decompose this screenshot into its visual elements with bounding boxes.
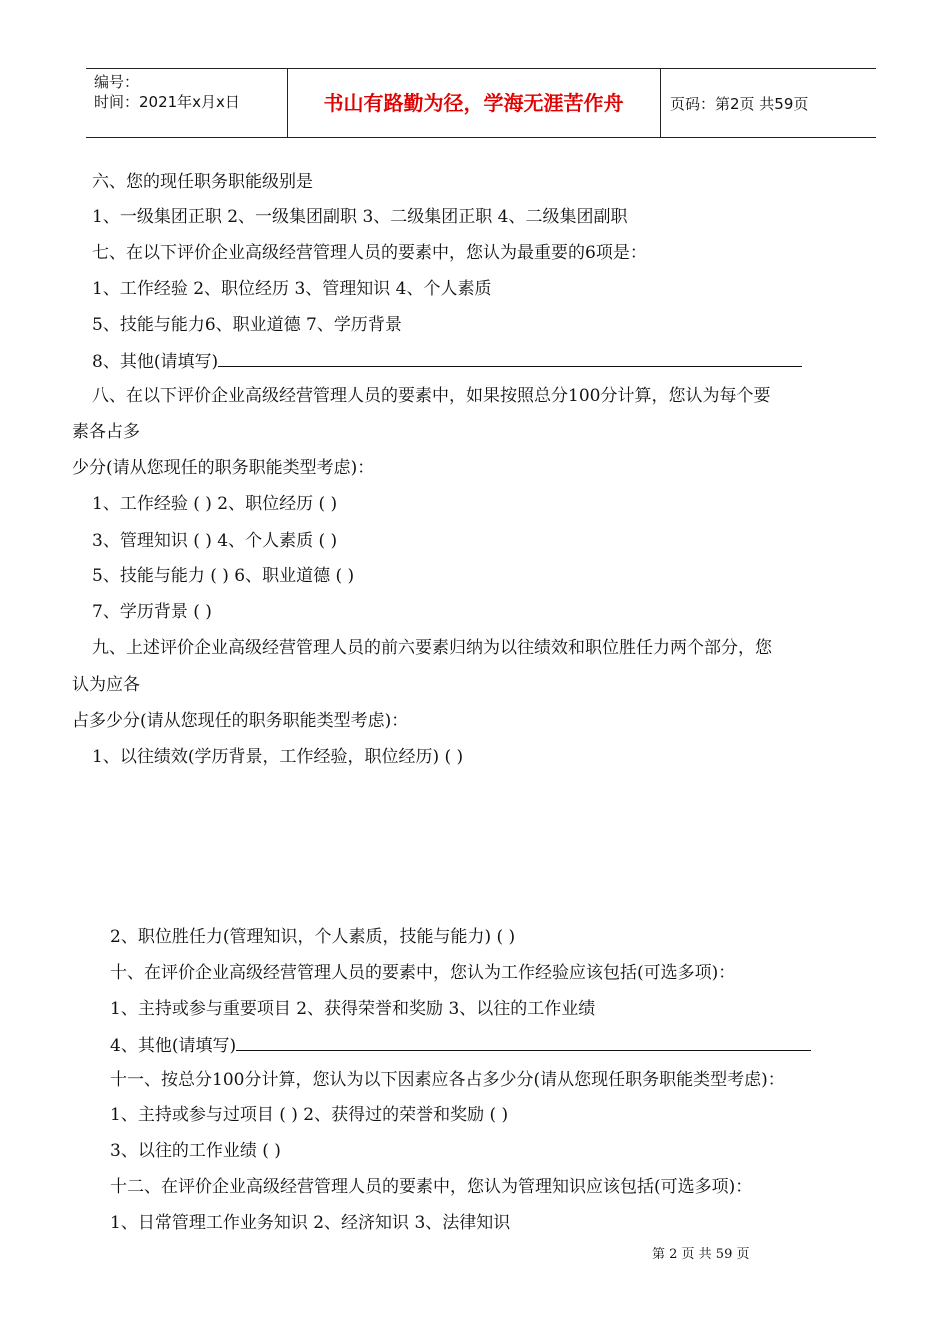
- question-8-title: 八、在以下评价企业高级经营管理人员的要素中，如果按照总分100分计算，您认为每个要: [92, 386, 771, 406]
- other-label: 8、其他(请填写): [92, 352, 219, 372]
- question-12-options: 1、日常管理工作业务知识 2、经济知识 3、法律知识: [110, 1213, 511, 1233]
- question-9-row-1: 1、以往绩效(学历背景，工作经验，职位经历) ( ): [92, 747, 464, 767]
- header-motto: 书山有路勤为径，学海无涯苦作舟: [323, 91, 624, 115]
- fill-in-blank[interactable]: [218, 348, 802, 367]
- question-9-title-cont: 认为应各: [72, 675, 140, 695]
- question-6-options: 1、一级集团正职 2、一级集团副职 3、二级集团正职 4、二级集团副职: [92, 207, 628, 227]
- header-divider: [660, 69, 661, 137]
- question-7-title: 七、在以下评价企业高级经营管理人员的要素中，您认为最重要的6项是：: [92, 243, 647, 263]
- question-7-other: [92, 348, 802, 374]
- question-8-title-cont: 素各占多: [72, 422, 140, 442]
- fill-in-blank[interactable]: [236, 1032, 811, 1051]
- question-9-title: 九、上述评价企业高级经营管理人员的前六要素归纳为以往绩效和职位胜任力两个部分，您: [92, 638, 772, 658]
- question-8-row-2: 3、管理知识 ( ) 4、个人素质 ( ): [92, 531, 338, 551]
- question-11-title: 十一、按总分100分计算，您认为以下因素应各占多少分(请从您现任职务职能类型考虑)：: [110, 1070, 785, 1090]
- question-7-options-2: 5、技能与能力6、职业道德 7、学历背景: [92, 315, 402, 335]
- question-7-options-1: 1、工作经验 2、职位经历 3、管理知识 4、个人素质: [92, 279, 492, 299]
- question-11-row-2: 3、以往的工作业绩 ( ): [110, 1141, 281, 1161]
- question-8-title-cont: 少分(请从您现任的职务职能类型考虑)：: [72, 458, 375, 478]
- question-10-other: [110, 1032, 811, 1058]
- question-6-title: 六、您的现任职务职能级别是: [92, 172, 313, 192]
- serial-label: 编号：: [94, 73, 140, 91]
- other-label: 4、其他(请填写): [110, 1036, 237, 1056]
- time-label: 时间：2021年x月x日: [94, 93, 240, 111]
- question-12-title: 十二、在评价企业高级经营管理人员的要素中，您认为管理知识应该包括(可选多项)：: [110, 1177, 753, 1197]
- page-header: [86, 68, 876, 138]
- question-11-row-1: 1、主持或参与过项目 ( ) 2、获得过的荣誉和奖励 ( ): [110, 1105, 509, 1125]
- question-8-row-4: 7、学历背景 ( ): [92, 602, 212, 622]
- question-9-title-cont: 占多少分(请从您现任的职务职能类型考虑)：: [72, 711, 409, 731]
- question-10-options: 1、主持或参与重要项目 2、获得荣誉和奖励 3、以往的工作业绩: [110, 999, 596, 1019]
- question-9-row-2: 2、职位胜任力(管理知识，个人素质，技能与能力) ( ): [110, 927, 516, 947]
- question-8-row-1: 1、工作经验 ( ) 2、职位经历 ( ): [92, 494, 338, 514]
- question-8-row-3: 5、技能与能力 ( ) 6、职业道德 ( ): [92, 566, 355, 586]
- header-page-label: 页码：第2页 共59页: [670, 95, 809, 113]
- page-footer: 第 2 页 共 59 页: [652, 1247, 750, 1262]
- question-10-title: 十、在评价企业高级经营管理人员的要素中，您认为工作经验应该包括(可选多项)：: [110, 963, 736, 983]
- header-meta: [94, 72, 240, 112]
